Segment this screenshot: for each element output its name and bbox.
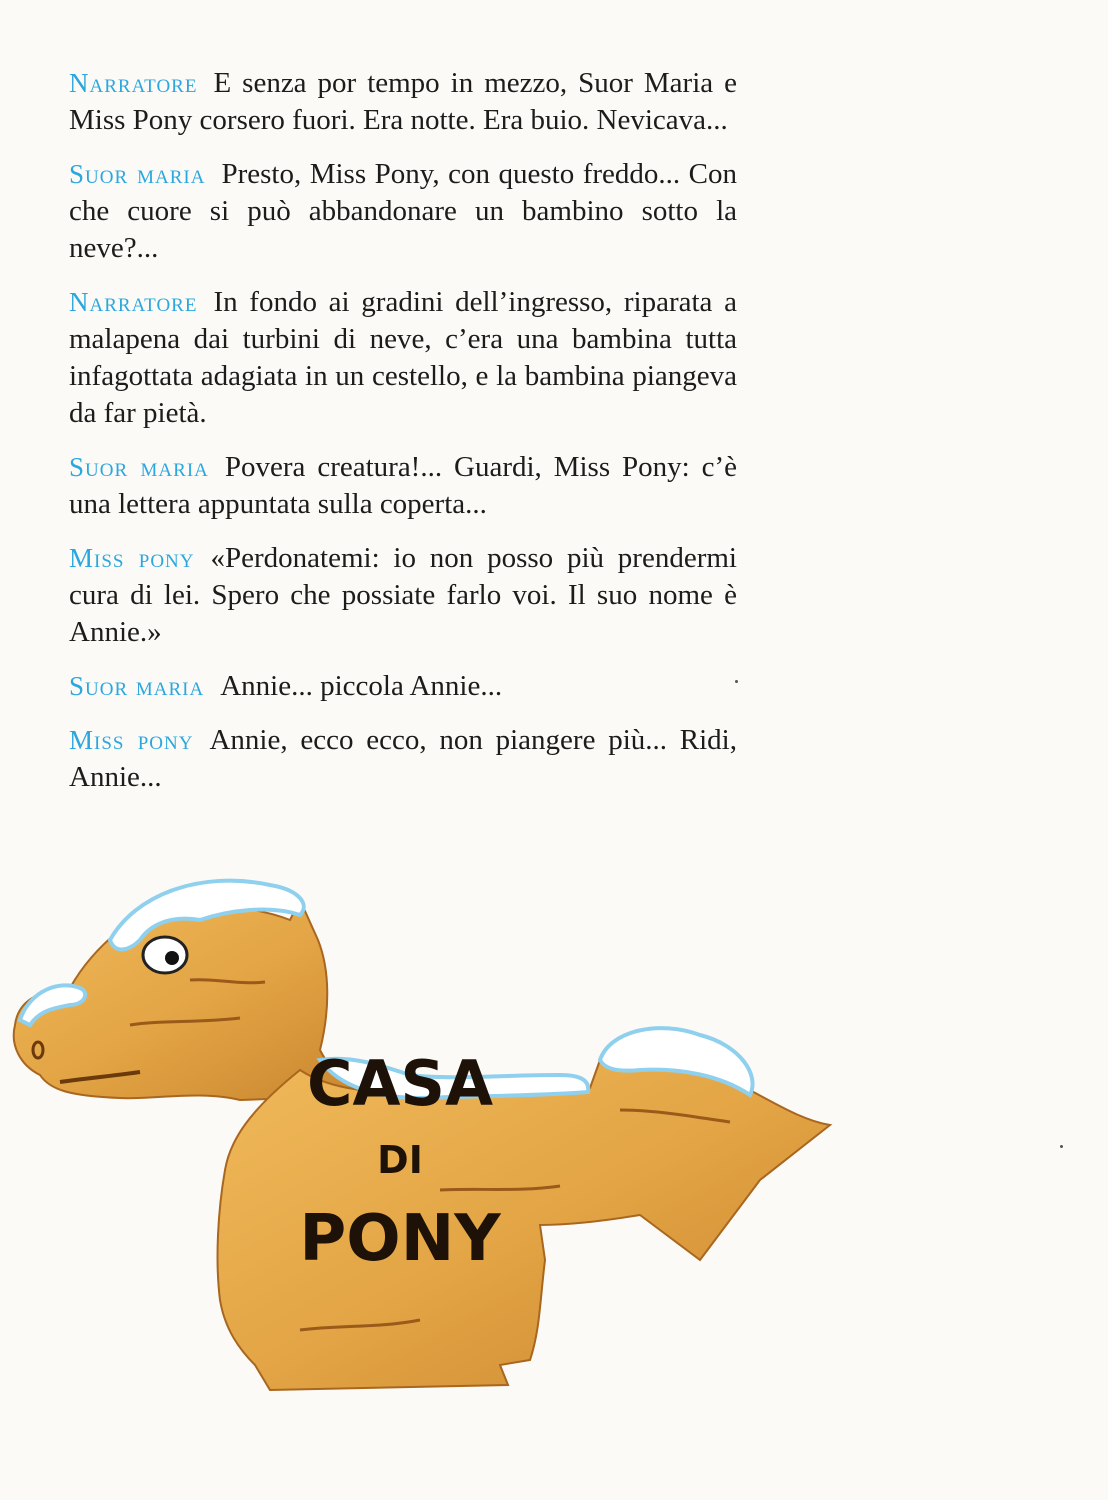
- sign-text-di: DI: [377, 1138, 423, 1182]
- dialogue-paragraph-7: [69, 722, 737, 796]
- dialogue-line: E senza por tempo in mezzo, Suor Maria e Miss Pony corsero fuori. Era notte. Era buio. Nevicava...: [69, 67, 737, 136]
- speaker-label: Suor maria: [69, 159, 206, 189]
- dialogue-paragraph-5: [69, 540, 737, 651]
- dialogue-line: «Perdonatemi: io non posso più prendermi cura di lei. Spero che possiate farlo voi. Il suo nome è Annie.»: [69, 542, 737, 648]
- pony-sign-illustration: [0, 860, 1108, 1500]
- speaker-label: Miss pony: [69, 543, 195, 573]
- speaker-label: Suor maria: [69, 452, 209, 482]
- speaker-label: Miss pony: [69, 725, 194, 755]
- dialogue-line: Annie... piccola Annie...: [220, 670, 503, 702]
- pony-pupil: [165, 951, 179, 965]
- dialogue-paragraph-3: [69, 284, 737, 432]
- speaker-label: Narratore: [69, 287, 198, 317]
- dialogue-paragraph-1: [69, 65, 737, 139]
- dialogue-text: [69, 65, 737, 813]
- dialogue-line: Annie, ecco ecco, non piangere più... Ridi, Annie...: [69, 724, 737, 793]
- dialogue-line: Presto, Miss Pony, con questo freddo... Con che cuore si può abbandonare un bambino sotto la neve?...: [69, 158, 737, 264]
- paper-speck: [735, 680, 738, 683]
- dialogue-line: In fondo ai gradini dell’ingresso, riparata a malapena dai turbini di neve, c’era una bambina tutta infagottata adagiata in un cestello, e la bambina piangeva da far pietà.: [69, 286, 737, 429]
- speaker-label: Suor maria: [69, 671, 205, 701]
- dialogue-paragraph-6: [69, 668, 737, 705]
- paper-speck: [1060, 1145, 1063, 1148]
- dialogue-paragraph-2: [69, 156, 737, 267]
- pony-eye: [143, 937, 187, 973]
- dialogue-line: Povera creatura!... Guardi, Miss Pony: c’è una lettera appuntata sulla coperta...: [69, 451, 738, 520]
- sign-text-casa: CASA: [306, 1047, 494, 1120]
- dialogue-paragraph-4: [69, 449, 737, 523]
- speaker-label: Narratore: [69, 68, 198, 98]
- sign-text-pony: PONY: [299, 1202, 501, 1276]
